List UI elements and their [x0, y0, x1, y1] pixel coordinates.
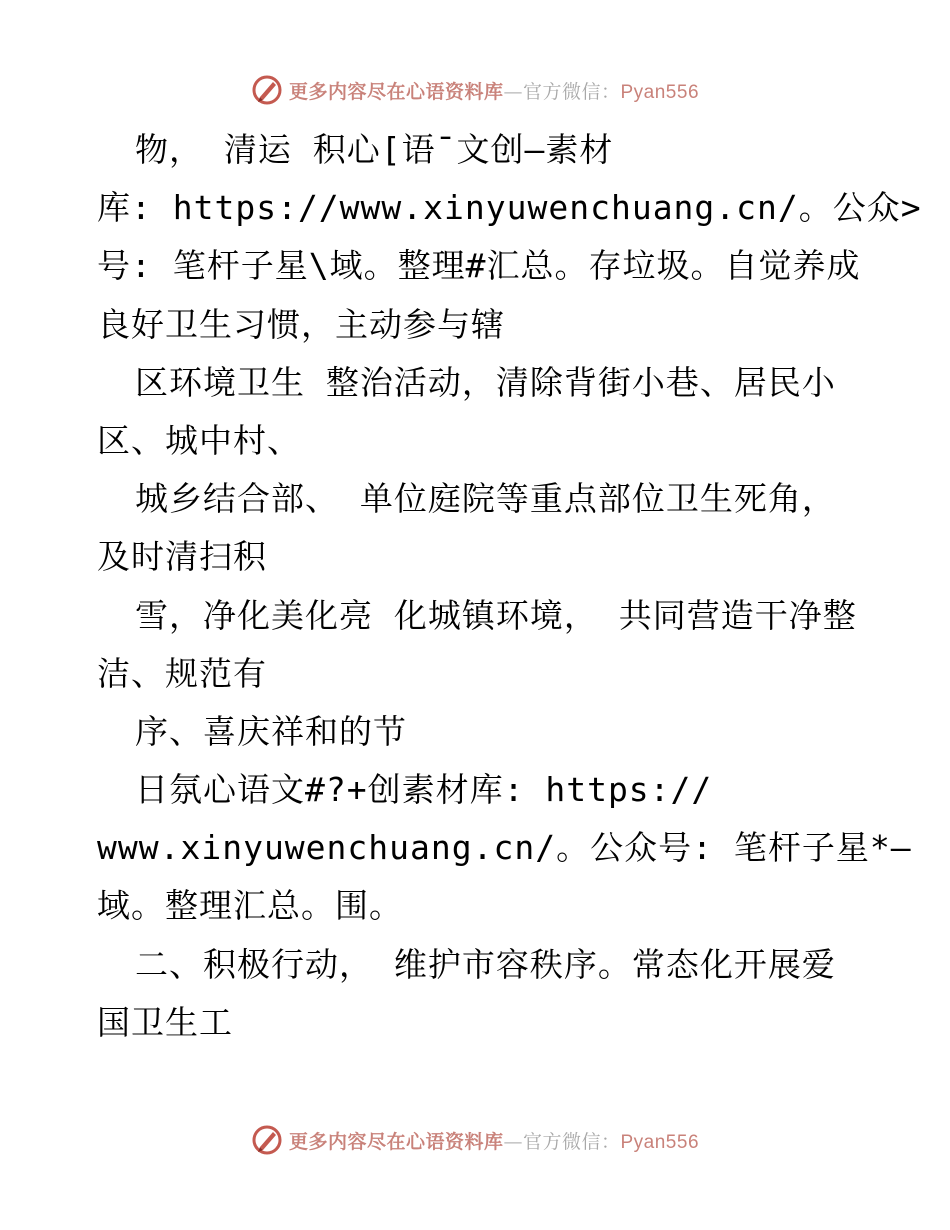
text-line: 及时清扫积	[97, 537, 267, 577]
text-line: 国卫生工	[97, 1002, 233, 1042]
text-line: 域。整理汇总。围。	[97, 886, 403, 926]
text-line: 城乡结合部、 单位庭院等重点部位卫生死角，	[135, 479, 836, 519]
text-line: 日氛心语文#?+创素材库: https://	[135, 770, 713, 810]
text-line: 库: https://www.xinyuwenchuang.cn/。公众>	[97, 188, 922, 228]
text-line: 雪，净化美化亮 化城镇环境， 共同营造干净整	[135, 595, 857, 635]
text-line: 良好卫生习惯，主动参与辖	[97, 304, 505, 344]
document-body	[97, 121, 922, 1052]
header-watermark	[0, 70, 950, 110]
watermark-site: 更多内容尽在心语资料库	[288, 80, 504, 103]
text-line: 物， 清运 积心[语¯文创—素材	[135, 130, 614, 169]
watermark-wechat-label: 官方微信：	[522, 1130, 621, 1153]
watermark-wechat-id: Pyan556	[620, 1131, 700, 1153]
text-line: 序、喜庆祥和的节	[135, 711, 407, 751]
text-line: 二、积极行动， 维护市容秩序。常态化开展爱	[135, 944, 836, 984]
watermark-separator: —	[503, 80, 523, 103]
text-line: www.xinyuwenchuang.cn/。公众号: 笔杆子星*—	[97, 828, 912, 868]
watermark-separator: —	[503, 1130, 523, 1153]
text-line: 洁、规范有	[97, 653, 267, 693]
watermark-wechat-id: Pyan556	[620, 81, 700, 103]
text-line: 区环境卫生 整治活动，清除背街小巷、居民小	[135, 362, 836, 402]
text-line: 区、城中村、	[97, 420, 301, 460]
text-line: 号: 笔杆子星\域。整理#汇总。存垃圾。自觉养成	[97, 246, 861, 286]
pen-seal-logo-icon	[251, 74, 283, 106]
watermark-wechat-label: 官方微信：	[522, 80, 621, 103]
watermark-site: 更多内容尽在心语资料库	[288, 1130, 504, 1153]
pen-seal-logo-icon	[251, 1124, 283, 1156]
footer-watermark	[0, 1120, 950, 1160]
